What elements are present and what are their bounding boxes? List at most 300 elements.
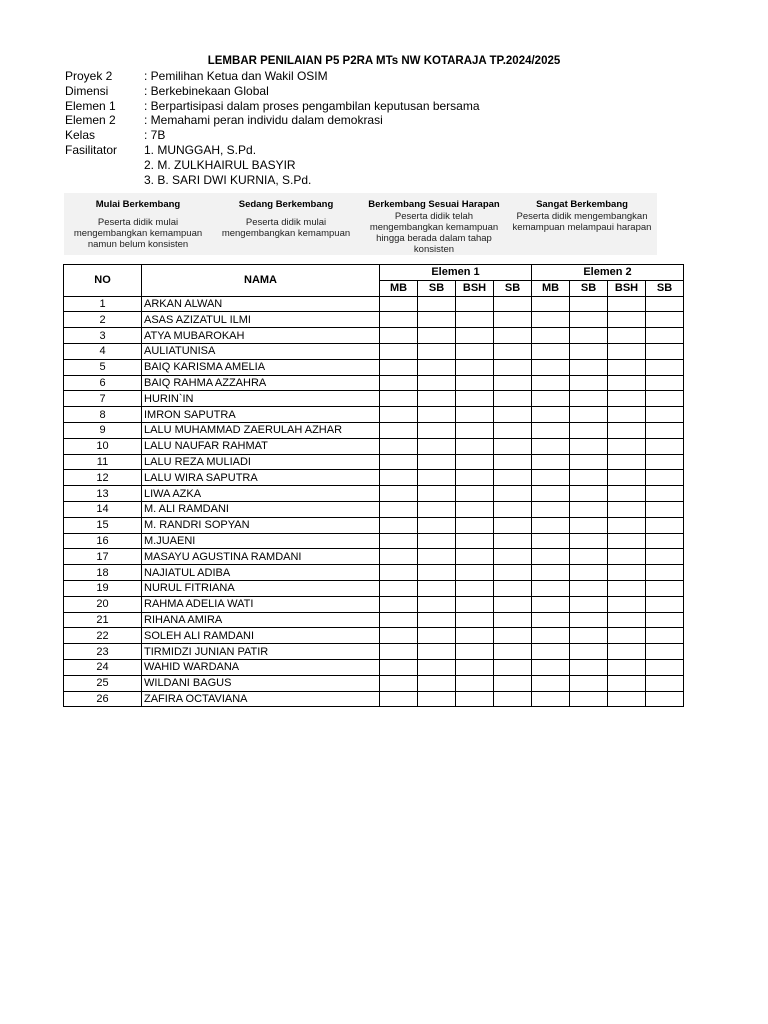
legend-description: Peserta didik mulai mengembangkan kemampuan	[221, 217, 351, 239]
score-cell[interactable]	[570, 691, 608, 707]
score-cell[interactable]	[494, 343, 532, 359]
table-row	[64, 628, 684, 644]
score-cell[interactable]	[418, 675, 456, 691]
student-number: 11	[64, 454, 142, 470]
score-cell[interactable]	[456, 533, 494, 549]
table-row	[64, 343, 684, 359]
score-cell[interactable]	[608, 628, 646, 644]
table-row	[64, 470, 684, 486]
score-cell[interactable]	[494, 486, 532, 502]
score-cell[interactable]	[646, 343, 684, 359]
info-label: Kelas	[65, 128, 96, 143]
score-cell[interactable]	[646, 296, 684, 312]
student-number: 3	[64, 328, 142, 344]
score-cell[interactable]	[608, 343, 646, 359]
score-cell[interactable]	[494, 691, 532, 707]
score-cell[interactable]	[494, 580, 532, 596]
score-cell[interactable]	[608, 659, 646, 675]
score-cell[interactable]	[456, 565, 494, 581]
score-cell[interactable]	[570, 580, 608, 596]
score-cell[interactable]	[570, 596, 608, 612]
score-cell[interactable]	[532, 454, 570, 470]
info-value: 1. MUNGGAH, S.Pd.	[144, 142, 257, 157]
score-cell[interactable]	[532, 549, 570, 565]
score-cell[interactable]	[646, 644, 684, 660]
score-cell[interactable]	[456, 549, 494, 565]
score-cell[interactable]	[418, 438, 456, 454]
score-cell[interactable]	[418, 565, 456, 581]
score-cell[interactable]	[380, 533, 418, 549]
table-row	[64, 691, 684, 707]
table-row	[64, 644, 684, 660]
score-cell[interactable]	[532, 675, 570, 691]
score-cell[interactable]	[608, 422, 646, 438]
student-name: LALU NAUFAR RAHMAT	[142, 438, 380, 454]
legend-description: Peserta didik mengembangkan kemampuan melampaui harapan	[512, 211, 652, 233]
score-cell[interactable]	[456, 470, 494, 486]
score-cell[interactable]	[646, 422, 684, 438]
score-cell[interactable]	[494, 312, 532, 328]
score-cell[interactable]	[570, 391, 608, 407]
score-cell[interactable]	[532, 328, 570, 344]
info-value: : Pemilihan Ketua dan Wakil OSIM	[144, 69, 328, 83]
sub-header-e2-mb: MB	[532, 280, 570, 296]
score-cell[interactable]	[380, 391, 418, 407]
info-value: : 7B	[144, 128, 166, 143]
score-cell[interactable]	[570, 659, 608, 675]
score-cell[interactable]	[456, 612, 494, 628]
info-value: : Memahami peran individu dalam demokrasi	[144, 113, 383, 128]
student-number: 4	[64, 343, 142, 359]
info-value: : Berkebinekaan Global	[144, 83, 269, 98]
legend-description: Peserta didik telah mengembangkan kemampuan hingga berada dalam tahap konsisten	[369, 211, 499, 255]
score-cell[interactable]	[532, 691, 570, 707]
document-title: LEMBAR PENILAIAN P5 P2RA MTs NW KOTARAJA TP.2024/2025	[207, 55, 561, 67]
table-row	[64, 438, 684, 454]
score-cell[interactable]	[494, 533, 532, 549]
score-cell[interactable]	[456, 359, 494, 375]
student-number: 22	[64, 628, 142, 644]
score-cell[interactable]	[570, 359, 608, 375]
legend-item-sb	[212, 193, 360, 255]
score-cell[interactable]	[494, 644, 532, 660]
score-cell[interactable]	[608, 533, 646, 549]
info-label: Elemen 1	[65, 98, 116, 113]
score-cell[interactable]	[494, 628, 532, 644]
score-cell[interactable]	[494, 296, 532, 312]
score-cell[interactable]	[380, 691, 418, 707]
score-cell[interactable]	[418, 328, 456, 344]
score-cell[interactable]	[570, 565, 608, 581]
score-cell[interactable]	[570, 612, 608, 628]
info-row	[65, 84, 480, 99]
student-number: 7	[64, 391, 142, 407]
score-cell[interactable]	[380, 501, 418, 517]
table-row	[64, 565, 684, 581]
student-name: WAHID WARDANA	[142, 659, 380, 675]
score-cell[interactable]	[532, 486, 570, 502]
score-cell[interactable]	[456, 501, 494, 517]
score-cell[interactable]	[608, 328, 646, 344]
score-cell[interactable]	[418, 407, 456, 423]
score-cell[interactable]	[380, 296, 418, 312]
table-row	[64, 501, 684, 517]
score-cell[interactable]	[570, 407, 608, 423]
table-row	[64, 328, 684, 344]
score-cell[interactable]	[494, 659, 532, 675]
score-cell[interactable]	[456, 691, 494, 707]
score-cell[interactable]	[570, 343, 608, 359]
table-row	[64, 675, 684, 691]
student-number: 17	[64, 549, 142, 565]
score-cell[interactable]	[608, 454, 646, 470]
score-cell[interactable]	[456, 296, 494, 312]
student-name: LALU WIRA SAPUTRA	[142, 470, 380, 486]
student-name: AULIATUNISA	[142, 343, 380, 359]
score-cell[interactable]	[456, 438, 494, 454]
score-cell[interactable]	[532, 580, 570, 596]
score-cell[interactable]	[608, 359, 646, 375]
score-cell[interactable]	[418, 312, 456, 328]
student-number: 5	[64, 359, 142, 375]
score-cell[interactable]	[418, 691, 456, 707]
score-cell[interactable]	[532, 612, 570, 628]
score-cell[interactable]	[380, 675, 418, 691]
score-cell[interactable]	[570, 438, 608, 454]
score-cell[interactable]	[532, 659, 570, 675]
table-row	[64, 407, 684, 423]
score-cell[interactable]	[418, 501, 456, 517]
score-cell[interactable]	[380, 375, 418, 391]
score-cell[interactable]	[646, 549, 684, 565]
score-cell[interactable]	[570, 312, 608, 328]
student-number: 6	[64, 375, 142, 391]
score-cell[interactable]	[532, 375, 570, 391]
student-number: 13	[64, 486, 142, 502]
score-cell[interactable]	[456, 422, 494, 438]
score-cell[interactable]	[608, 501, 646, 517]
table-row	[64, 296, 684, 312]
score-cell[interactable]	[646, 486, 684, 502]
score-cell[interactable]	[418, 470, 456, 486]
score-cell[interactable]	[494, 470, 532, 486]
score-cell[interactable]	[608, 312, 646, 328]
score-cell[interactable]	[532, 438, 570, 454]
score-cell[interactable]	[608, 675, 646, 691]
score-cell[interactable]	[570, 501, 608, 517]
score-cell[interactable]	[418, 644, 456, 660]
score-cell[interactable]	[494, 596, 532, 612]
info-row	[65, 128, 480, 143]
table-row	[64, 517, 684, 533]
score-cell[interactable]	[380, 359, 418, 375]
score-cell[interactable]	[570, 628, 608, 644]
student-name: ZAFIRA OCTAVIANA	[142, 691, 380, 707]
sub-header-e2-bsh: BSH	[608, 280, 646, 296]
sub-header-e2-sb: SB	[570, 280, 608, 296]
score-cell[interactable]	[494, 565, 532, 581]
score-cell[interactable]	[418, 343, 456, 359]
score-cell[interactable]	[380, 628, 418, 644]
score-cell[interactable]	[570, 454, 608, 470]
info-value: 3. B. SARI DWI KURNIA, S.Pd.	[144, 172, 312, 187]
score-cell[interactable]	[608, 565, 646, 581]
score-cell[interactable]	[494, 391, 532, 407]
score-cell[interactable]	[608, 596, 646, 612]
score-cell[interactable]	[570, 486, 608, 502]
score-cell[interactable]	[608, 470, 646, 486]
score-cell[interactable]	[646, 312, 684, 328]
score-cell[interactable]	[418, 612, 456, 628]
student-number: 21	[64, 612, 142, 628]
score-cell[interactable]	[456, 375, 494, 391]
legend-item-mb	[64, 193, 212, 255]
student-number: 24	[64, 659, 142, 675]
score-cell[interactable]	[418, 375, 456, 391]
student-number: 25	[64, 675, 142, 691]
student-name: ASAS AZIZATUL ILMI	[142, 312, 380, 328]
score-cell[interactable]	[646, 438, 684, 454]
student-name: WILDANI BAGUS	[142, 675, 380, 691]
legend-heading: Sangat Berkembang	[536, 199, 628, 210]
student-name: SOLEH ALI RAMDANI	[142, 628, 380, 644]
score-cell[interactable]	[532, 596, 570, 612]
score-cell[interactable]	[380, 612, 418, 628]
score-cell[interactable]	[570, 533, 608, 549]
score-cell[interactable]	[456, 628, 494, 644]
score-cell[interactable]	[418, 422, 456, 438]
score-cell[interactable]	[494, 675, 532, 691]
score-cell[interactable]	[494, 454, 532, 470]
score-cell[interactable]	[380, 422, 418, 438]
score-cell[interactable]	[532, 391, 570, 407]
score-cell[interactable]	[494, 517, 532, 533]
score-cell[interactable]	[532, 517, 570, 533]
score-cell[interactable]	[380, 407, 418, 423]
score-cell[interactable]	[494, 359, 532, 375]
score-cell[interactable]	[532, 312, 570, 328]
student-number: 19	[64, 580, 142, 596]
table-row	[64, 533, 684, 549]
score-cell[interactable]	[570, 517, 608, 533]
score-cell[interactable]	[456, 580, 494, 596]
sub-header-e1-sb2: SB	[494, 280, 532, 296]
table-row	[64, 549, 684, 565]
score-cell[interactable]	[532, 422, 570, 438]
student-number: 9	[64, 422, 142, 438]
score-cell[interactable]	[608, 438, 646, 454]
score-cell[interactable]	[608, 296, 646, 312]
score-cell[interactable]	[494, 438, 532, 454]
score-cell[interactable]	[418, 359, 456, 375]
score-cell[interactable]	[646, 501, 684, 517]
score-cell[interactable]	[608, 486, 646, 502]
score-cell[interactable]	[418, 549, 456, 565]
student-name: LALU MUHAMMAD ZAERULAH AZHAR	[142, 422, 380, 438]
score-cell[interactable]	[646, 391, 684, 407]
score-cell[interactable]	[608, 375, 646, 391]
score-cell[interactable]	[380, 438, 418, 454]
score-cell[interactable]	[494, 407, 532, 423]
score-cell[interactable]	[532, 470, 570, 486]
score-cell[interactable]	[608, 407, 646, 423]
score-cell[interactable]	[418, 596, 456, 612]
score-cell[interactable]	[456, 328, 494, 344]
info-label	[65, 158, 144, 173]
score-cell[interactable]	[380, 517, 418, 533]
student-name: TIRMIDZI JUNIAN PATIR	[142, 644, 380, 660]
score-cell[interactable]	[608, 580, 646, 596]
score-cell[interactable]	[380, 659, 418, 675]
score-cell[interactable]	[380, 312, 418, 328]
score-cell[interactable]	[646, 517, 684, 533]
score-cell[interactable]	[456, 644, 494, 660]
info-row	[65, 99, 480, 114]
student-number: 1	[64, 296, 142, 312]
score-cell[interactable]	[532, 359, 570, 375]
score-cell[interactable]	[380, 470, 418, 486]
legend-heading: Berkembang Sesuai Harapan	[368, 199, 500, 210]
score-cell[interactable]	[646, 533, 684, 549]
score-cell[interactable]	[456, 596, 494, 612]
legend-item-sgb	[508, 193, 656, 255]
score-cell[interactable]	[532, 296, 570, 312]
score-cell[interactable]	[570, 296, 608, 312]
score-cell[interactable]	[380, 580, 418, 596]
score-cell[interactable]	[494, 375, 532, 391]
score-cell[interactable]	[646, 691, 684, 707]
score-cell[interactable]	[494, 422, 532, 438]
column-header-no: NO	[64, 265, 142, 297]
score-cell[interactable]	[418, 533, 456, 549]
score-cell[interactable]	[608, 612, 646, 628]
info-row	[65, 113, 480, 128]
student-number: 2	[64, 312, 142, 328]
score-cell[interactable]	[570, 470, 608, 486]
score-cell[interactable]	[380, 644, 418, 660]
score-cell[interactable]	[380, 454, 418, 470]
score-cell[interactable]	[418, 659, 456, 675]
score-cell[interactable]	[456, 486, 494, 502]
score-cell[interactable]	[380, 565, 418, 581]
score-cell[interactable]	[418, 628, 456, 644]
score-cell[interactable]	[646, 675, 684, 691]
score-cell[interactable]	[380, 486, 418, 502]
score-cell[interactable]	[532, 501, 570, 517]
score-cell[interactable]	[532, 628, 570, 644]
score-cell[interactable]	[646, 628, 684, 644]
score-cell[interactable]	[456, 407, 494, 423]
score-cell[interactable]	[570, 422, 608, 438]
score-cell[interactable]	[456, 454, 494, 470]
score-cell[interactable]	[418, 517, 456, 533]
score-cell[interactable]	[456, 517, 494, 533]
score-cell[interactable]	[608, 549, 646, 565]
student-name: NURUL FITRIANA	[142, 580, 380, 596]
score-cell[interactable]	[608, 391, 646, 407]
score-cell[interactable]	[646, 407, 684, 423]
score-cell[interactable]	[532, 343, 570, 359]
table-row	[64, 596, 684, 612]
info-label: Elemen 2	[65, 113, 116, 128]
table-row	[64, 454, 684, 470]
score-cell[interactable]	[646, 470, 684, 486]
info-row	[65, 69, 480, 84]
student-number: 18	[64, 565, 142, 581]
score-cell[interactable]	[380, 596, 418, 612]
score-cell[interactable]	[380, 549, 418, 565]
score-cell[interactable]	[494, 549, 532, 565]
score-cell[interactable]	[646, 659, 684, 675]
score-cell[interactable]	[570, 375, 608, 391]
info-block	[65, 69, 480, 187]
info-value: : Berpartisipasi dalam proses pengambilan keputusan bersama	[144, 98, 480, 113]
score-cell[interactable]	[646, 612, 684, 628]
score-cell[interactable]	[608, 691, 646, 707]
student-name: NAJIATUL ADIBA	[142, 565, 380, 581]
score-cell[interactable]	[456, 391, 494, 407]
score-cell[interactable]	[608, 517, 646, 533]
score-cell[interactable]	[570, 644, 608, 660]
score-cell[interactable]	[532, 644, 570, 660]
info-label: Proyek 2	[65, 69, 113, 83]
score-cell[interactable]	[646, 359, 684, 375]
score-cell[interactable]	[418, 580, 456, 596]
student-name: BAIQ RAHMA AZZAHRA	[142, 375, 380, 391]
score-cell[interactable]	[380, 343, 418, 359]
table-row	[64, 486, 684, 502]
score-cell[interactable]	[570, 328, 608, 344]
score-cell[interactable]	[456, 675, 494, 691]
legend-description: Peserta didik mulai mengembangkan kemampuan namun belum konsisten	[73, 217, 203, 250]
score-cell[interactable]	[494, 328, 532, 344]
legend-item-bsh	[360, 193, 508, 255]
score-cell[interactable]	[456, 659, 494, 675]
score-cell[interactable]	[646, 580, 684, 596]
student-name: LIWA AZKA	[142, 486, 380, 502]
score-cell[interactable]	[532, 565, 570, 581]
score-cell[interactable]	[570, 549, 608, 565]
score-cell[interactable]	[456, 312, 494, 328]
score-cell[interactable]	[380, 328, 418, 344]
score-cell[interactable]	[494, 612, 532, 628]
column-header-elemen-2: Elemen 2	[532, 265, 684, 281]
score-cell[interactable]	[646, 375, 684, 391]
score-cell[interactable]	[456, 343, 494, 359]
student-name: LALU REZA MULIADI	[142, 454, 380, 470]
score-cell[interactable]	[532, 407, 570, 423]
legend-heading: Mulai Berkembang	[95, 199, 181, 210]
table-row	[64, 375, 684, 391]
score-cell[interactable]	[494, 501, 532, 517]
score-cell[interactable]	[418, 391, 456, 407]
score-cell[interactable]	[532, 533, 570, 549]
score-cell[interactable]	[608, 644, 646, 660]
score-cell[interactable]	[418, 454, 456, 470]
sub-header-e1-bsh: BSH	[456, 280, 494, 296]
score-cell[interactable]	[570, 675, 608, 691]
student-name: ARKAN ALWAN	[142, 296, 380, 312]
student-number: 14	[64, 501, 142, 517]
table-row	[64, 422, 684, 438]
score-cell[interactable]	[418, 296, 456, 312]
score-cell[interactable]	[418, 486, 456, 502]
score-cell[interactable]	[646, 454, 684, 470]
score-cell[interactable]	[646, 596, 684, 612]
table-row	[64, 391, 684, 407]
score-cell[interactable]	[646, 565, 684, 581]
score-cell[interactable]	[646, 328, 684, 344]
